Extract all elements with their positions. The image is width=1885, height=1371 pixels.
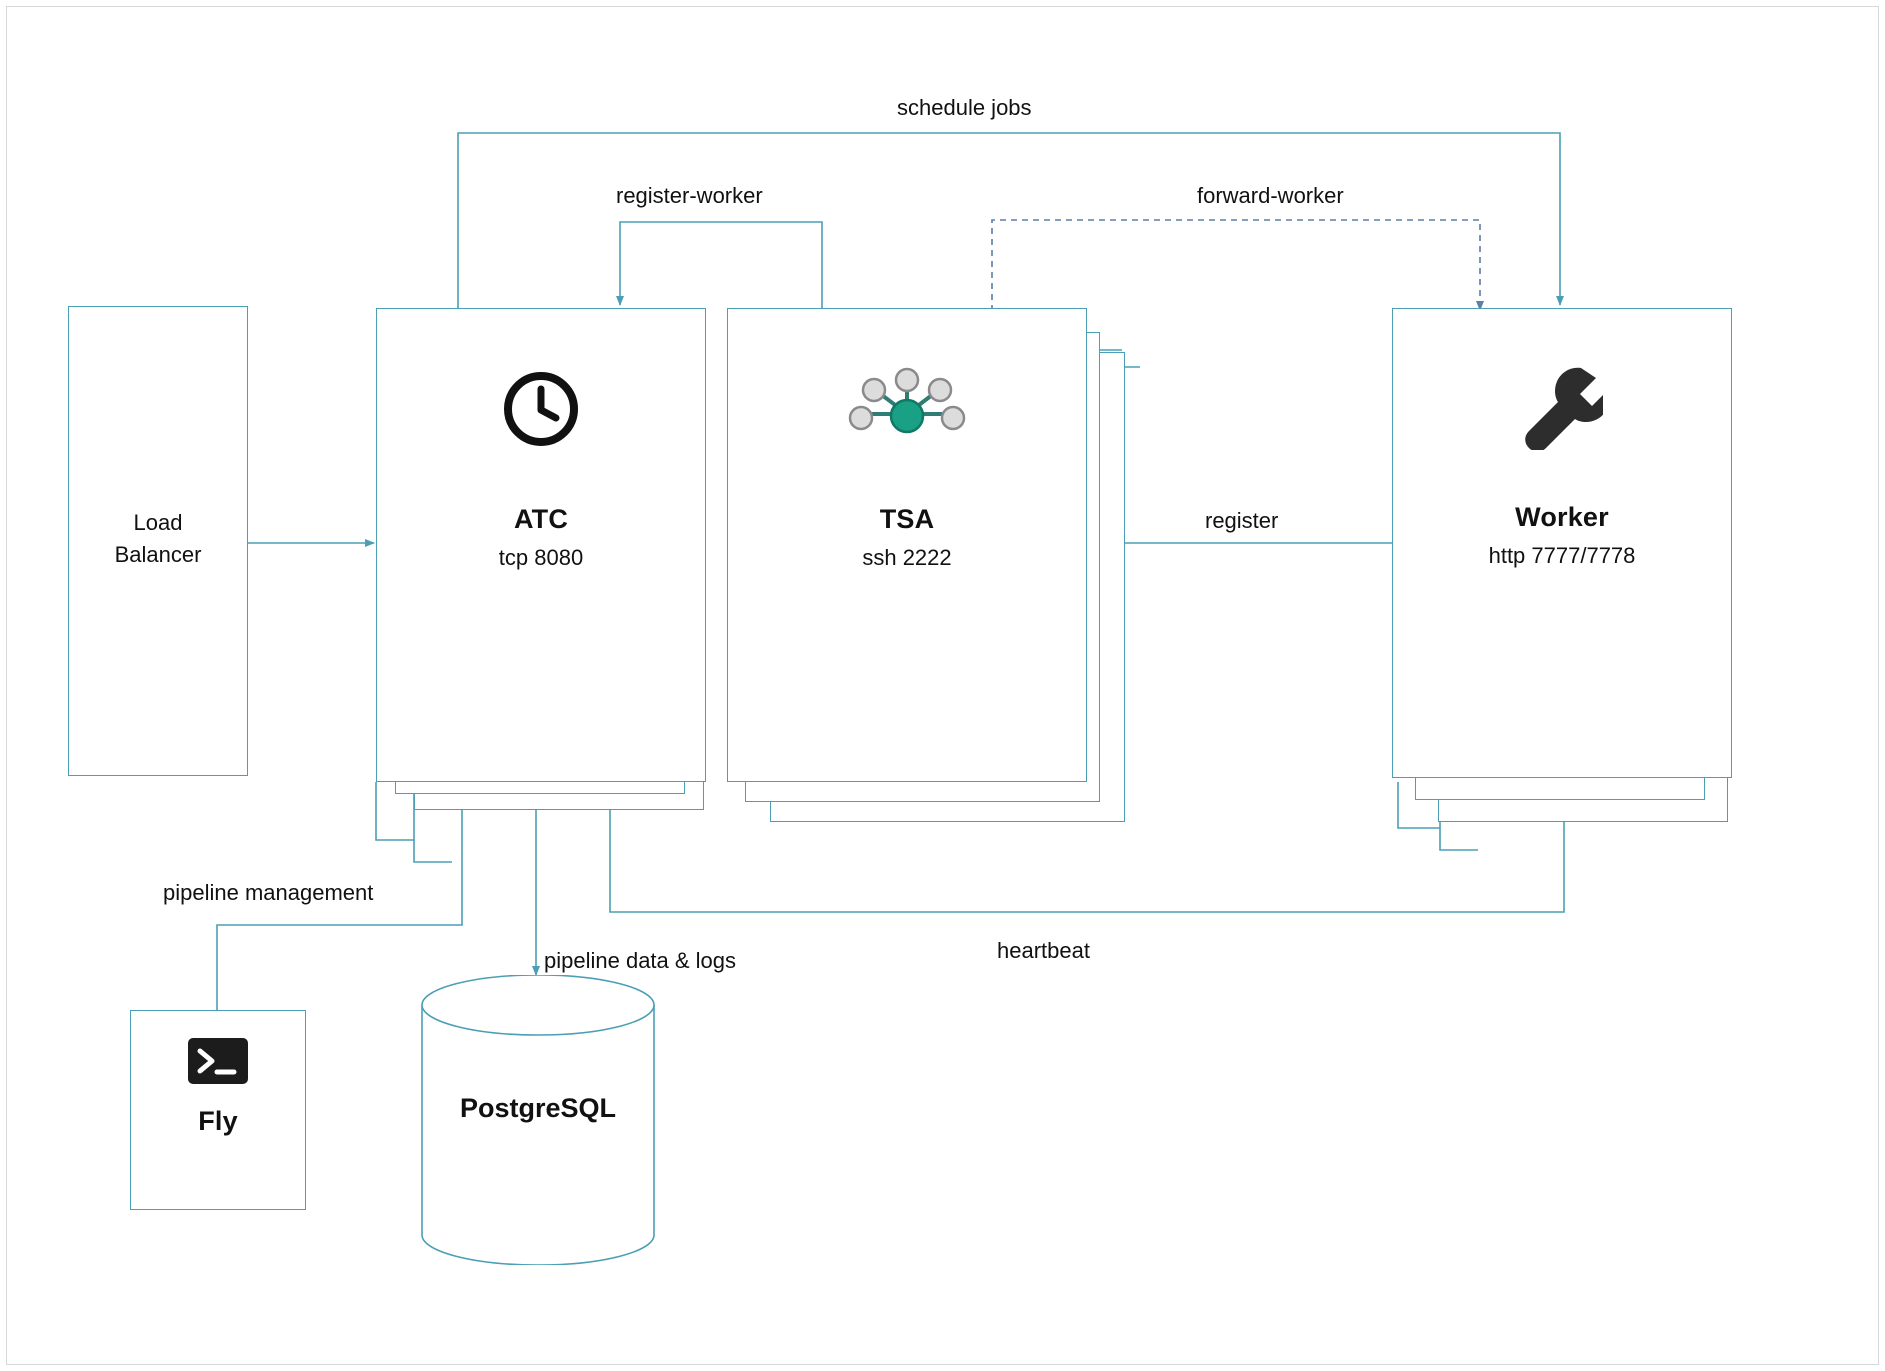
load-balancer-label: Load Balancer	[114, 510, 202, 567]
node-worker[interactable]	[1392, 308, 1732, 778]
node-postgresql-title: PostgreSQL	[459, 1093, 617, 1123]
clock-icon	[503, 371, 579, 447]
node-atc-subtitle: tcp 8080	[498, 545, 584, 570]
node-tsa[interactable]	[727, 308, 1087, 782]
node-tsa-title: TSA	[879, 504, 935, 534]
node-worker-subtitle: http 7777/7778	[1488, 543, 1636, 568]
edge-label-register-worker: register-worker	[616, 183, 763, 208]
edge-label-pipeline-management: pipeline management	[163, 880, 374, 905]
edge-label-heartbeat: heartbeat	[997, 938, 1090, 963]
network-hub-icon	[848, 364, 966, 448]
wrench-icon	[1521, 364, 1603, 450]
node-worker-title: Worker	[1515, 502, 1609, 532]
node-fly-title: Fly	[198, 1106, 238, 1136]
node-postgresql[interactable]	[418, 975, 658, 1265]
edge-label-schedule-jobs: schedule jobs	[897, 95, 1032, 120]
node-fly[interactable]	[130, 1010, 306, 1210]
node-atc[interactable]	[376, 308, 706, 782]
edge-label-forward-worker: forward-worker	[1197, 183, 1344, 208]
terminal-icon	[187, 1037, 249, 1085]
node-tsa-subtitle: ssh 2222	[862, 545, 952, 570]
edge-label-register: register	[1205, 508, 1279, 533]
node-atc-title: ATC	[513, 504, 569, 534]
node-load-balancer[interactable]	[68, 306, 248, 776]
edge-label-pipeline-data-logs: pipeline data & logs	[544, 948, 737, 973]
